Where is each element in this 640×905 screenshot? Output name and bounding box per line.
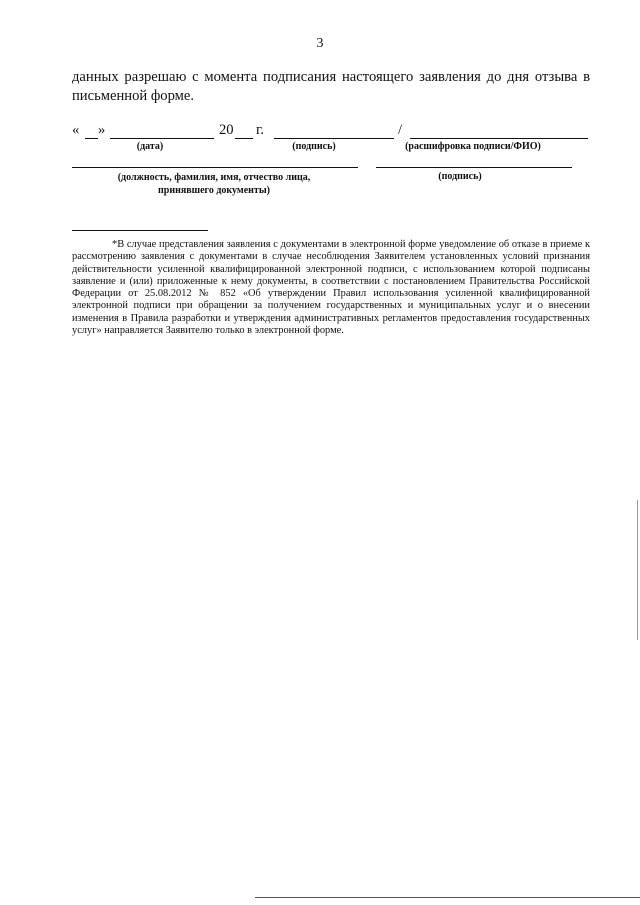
- page-number: 3: [316, 36, 324, 51]
- signature-caption: (подпись): [292, 141, 336, 152]
- consent-text: данных разрешаю с момента подписания настоящего заявления до дня отзыва в письменной форме.: [72, 69, 590, 104]
- signature-decoding-field[interactable]: [410, 138, 588, 139]
- scan-edge-mark: [637, 500, 638, 640]
- footnote: *В случае представления заявления с документами в электронной форме уведомление об отказе в приеме к рассмотрению заявления с документами в случае несоблюдения Заявителем установленных условий признания действительности усиленной квалифицированной электронной подписи, с использованием которой подписаны заявление и (или) приложенные к нему документы, в соответствии с постановлением Правительства Российской Федерации от 25.08.2012 № 852 «Об утверждении Правил использования усиленной квалифицированной электронной подписи при обращении за получением государственных и муниципальных услуг и о внесении изменения в Правила разработки и утверждения административных регламентов предоставления государственных услуг» направляется Заявителю только в электронной форме.: [72, 239, 590, 337]
- year-prefix: 20: [219, 122, 234, 138]
- day-field[interactable]: [85, 138, 98, 139]
- receiver-signature-field[interactable]: [376, 167, 572, 168]
- open-quote: «: [72, 122, 80, 138]
- receiver-position-caption: (должность, фамилия, имя, отчество лица, принявшего документы): [117, 172, 311, 196]
- year-field[interactable]: [235, 138, 253, 139]
- signature-field[interactable]: [274, 138, 394, 139]
- footnote-separator: [72, 230, 208, 231]
- month-field[interactable]: [110, 138, 214, 139]
- receiver-position-field[interactable]: [72, 167, 358, 168]
- receiver-signature-caption: (подпись): [438, 171, 482, 182]
- scan-bottom-line: [255, 897, 640, 898]
- slash-separator: /: [398, 122, 403, 138]
- close-quote: »: [98, 122, 106, 138]
- signature-decoding-caption: (расшифровка подписи/ФИО): [405, 141, 541, 152]
- year-suffix: г.: [256, 122, 264, 138]
- date-caption: (дата): [136, 141, 164, 152]
